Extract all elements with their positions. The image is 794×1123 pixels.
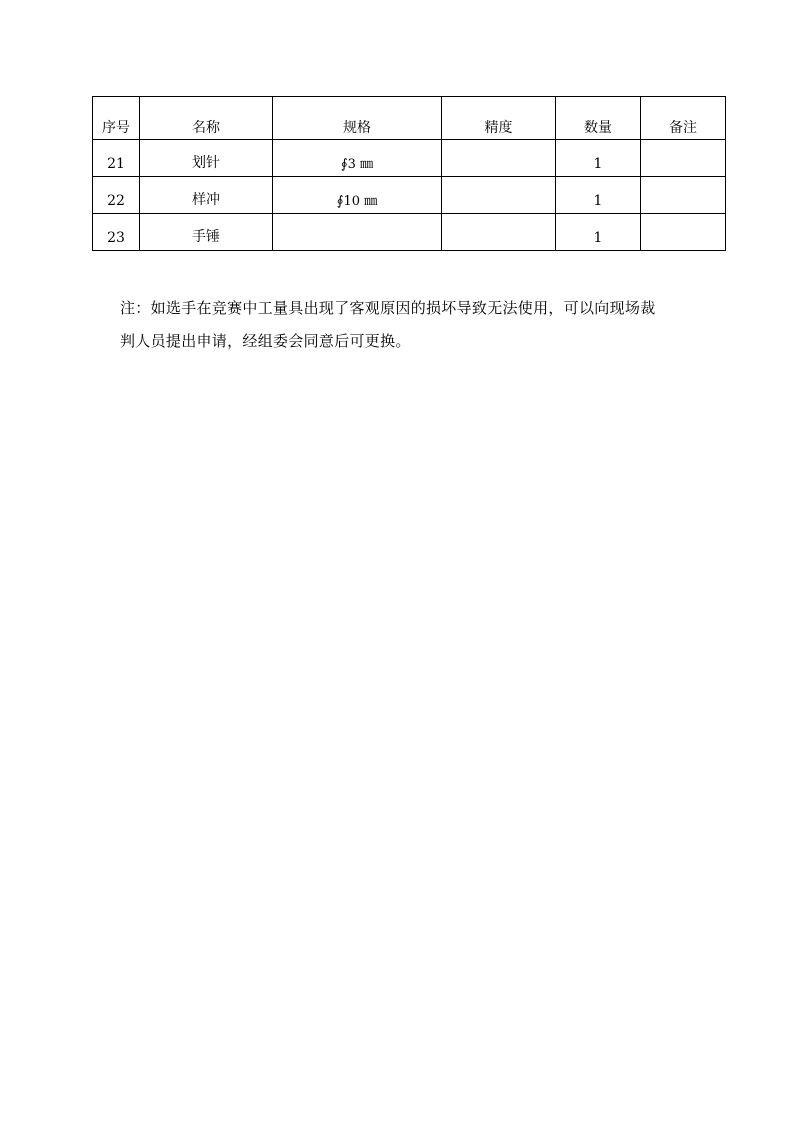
cell-name: 划针 bbox=[140, 140, 273, 177]
cell-index: 22 bbox=[93, 177, 140, 214]
cell-precision bbox=[442, 177, 556, 214]
table-row bbox=[93, 214, 726, 251]
header-spec: 规格 bbox=[273, 97, 442, 140]
cell-index: 23 bbox=[93, 214, 140, 251]
cell-index: 21 bbox=[93, 140, 140, 177]
footnote-line-1: 注：如选手在竞赛中工量具出现了客观原因的损坏导致无法使用，可以向现场裁 bbox=[120, 299, 656, 317]
cell-spec bbox=[273, 214, 442, 251]
cell-quantity: 1 bbox=[556, 177, 641, 214]
cell-name: 手锤 bbox=[140, 214, 273, 251]
header-remark: 备注 bbox=[641, 97, 726, 140]
header-name: 名称 bbox=[140, 97, 273, 140]
header-precision: 精度 bbox=[442, 97, 556, 140]
cell-quantity: 1 bbox=[556, 214, 641, 251]
cell-quantity: 1 bbox=[556, 140, 641, 177]
cell-spec: ∮10 ㎜ bbox=[273, 177, 442, 214]
footnote-line-2: 判人员提出申请，经组委会同意后可更换。 bbox=[120, 332, 411, 350]
cell-precision bbox=[442, 214, 556, 251]
cell-remark bbox=[641, 140, 726, 177]
table-row bbox=[93, 177, 726, 214]
table-row bbox=[93, 140, 726, 177]
tools-table bbox=[92, 96, 726, 251]
header-quantity: 数量 bbox=[556, 97, 641, 140]
cell-remark bbox=[641, 177, 726, 214]
table-header-row bbox=[93, 97, 726, 140]
cell-remark bbox=[641, 214, 726, 251]
header-index: 序号 bbox=[93, 97, 140, 140]
cell-name: 样冲 bbox=[140, 177, 273, 214]
footnote bbox=[120, 292, 700, 358]
cell-spec: ∮3 ㎜ bbox=[273, 140, 442, 177]
cell-precision bbox=[442, 140, 556, 177]
